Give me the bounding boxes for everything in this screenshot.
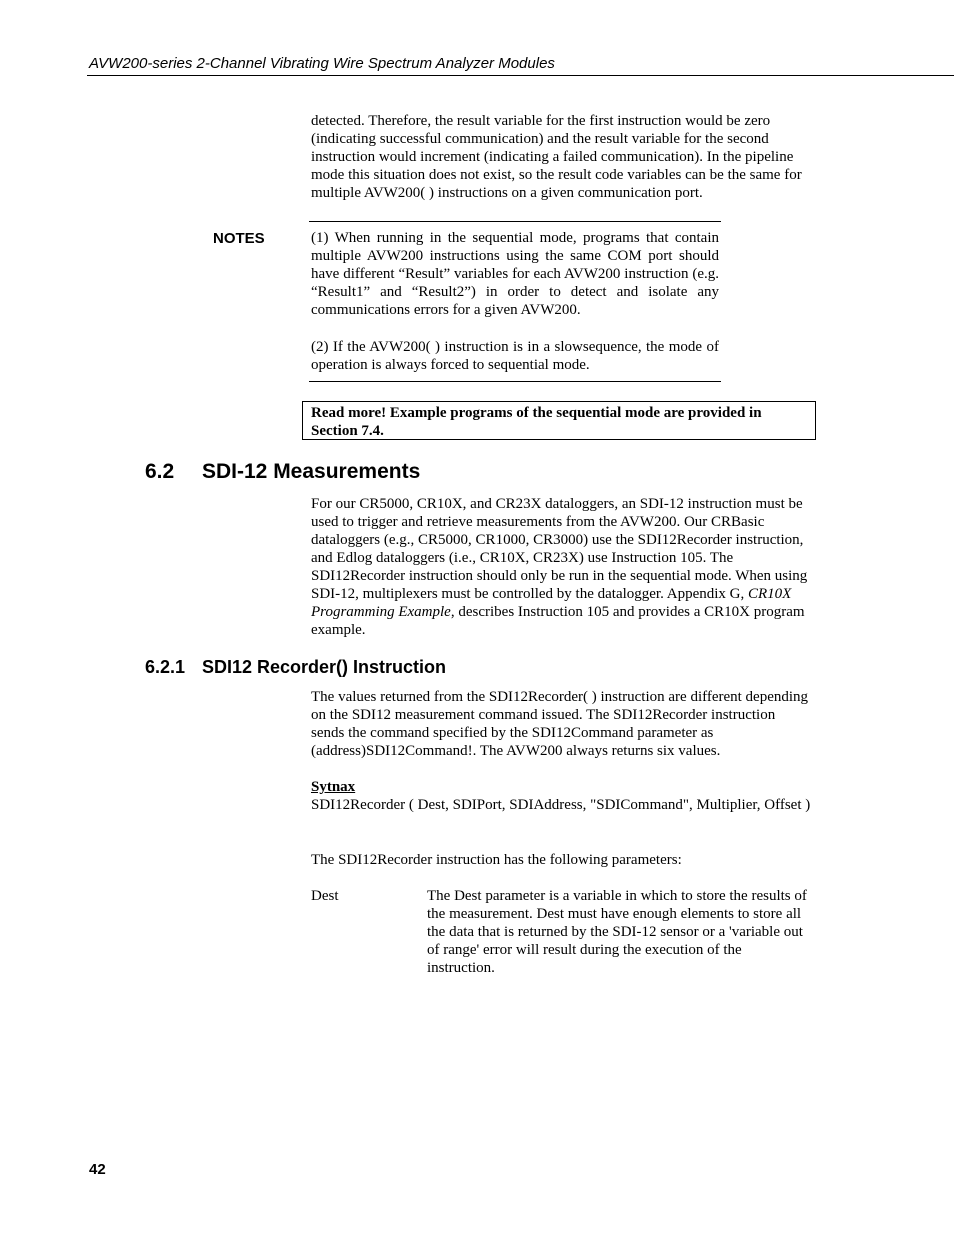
- recorder-paragraph: The values returned from the SDI12Recorder( ) instruction are different depending on the SDI12 measurement command issued. The SDI12Recorder instruction sends the command specified by the SDI12Command parameter as (address)SDI12Command!. The AVW200 always returns six values.: [311, 689, 809, 759]
- note-2: (2) If the AVW200( ) instruction is in a slowsequence, the mode of operation is always forced to sequential mode.: [311, 339, 719, 373]
- running-header: AVW200-series 2-Channel Vibrating Wire Spectrum Analyzer Modules: [89, 55, 555, 72]
- sdi12-text-2: , describes Instruction 105 and provides a CR10X program example.: [311, 604, 805, 638]
- param-description: The Dest parameter is a variable in which to store the results of the measurement. Dest must have enough elements to store all the data that is returned by the SDI-12 sensor or a 'variable out of range' error will result during the execution of the instruction.: [427, 888, 807, 976]
- read-more-text: Read more! Example programs of the sequential mode are provided in Section 7.4.: [311, 405, 762, 439]
- notes-bottom-rule: [309, 381, 721, 382]
- section-heading-6-2-1: [145, 657, 446, 678]
- section-title: SDI-12 Measurements: [202, 460, 421, 483]
- notes-top-rule: [309, 221, 721, 222]
- section-number: 6.2: [145, 460, 175, 483]
- subsection-number: 6.2.1: [145, 657, 186, 677]
- header-rule: [87, 75, 954, 76]
- note-1: (1) When running in the sequential mode, programs that contain multiple AVW200 instructions using the same COM port should have different “Result” variables for each AVW200 instruction (e.g. “Result1” and “Result2”) in order to detect and isolate any communications errors for a given AVW200.: [311, 230, 719, 318]
- param-name: Dest: [311, 888, 339, 904]
- syntax-text: SDI12Recorder ( Dest, SDIPort, SDIAddress, "SDICommand", Multiplier, Offset ): [311, 797, 811, 813]
- sdi12-paragraph: [311, 495, 811, 639]
- page-number: 42: [89, 1161, 106, 1178]
- params-intro: The SDI12Recorder instruction has the following parameters:: [311, 852, 682, 868]
- notes-label: NOTES: [213, 230, 265, 247]
- subsection-title: SDI12 Recorder() Instruction: [202, 657, 447, 677]
- syntax-heading: Sytnax: [311, 779, 356, 795]
- sdi12-text-1: For our CR5000, CR10X, and CR23X dataloggers, an SDI-12 instruction must be used to trigger and retrieve measurements from the AVW200. Our CRBasic dataloggers (e.g., CR5000, CR1000, CR3000) use the SDI12Recorder instruction, and Edlog dataloggers (i.e., CR10X, CR23X) use Instruction 105. The SDI12Recorder instruction should only be run in the sequential mode. When using SDI-12, multiplexers must be controlled by the datalogger. Appendix G,: [311, 496, 808, 602]
- intro-paragraph: detected. Therefore, the result variable for the first instruction would be zero (indicating successful communication) and the result variable for the second instruction would increment (indicating a failed communication). In the pipeline mode this situation does not exist, so the result code variables can be the same for multiple AVW200( ) instructions on a given communication port.: [311, 113, 802, 201]
- section-heading-6-2: [145, 460, 420, 484]
- appendix-title-link: CR10X Programming Example: [311, 586, 792, 620]
